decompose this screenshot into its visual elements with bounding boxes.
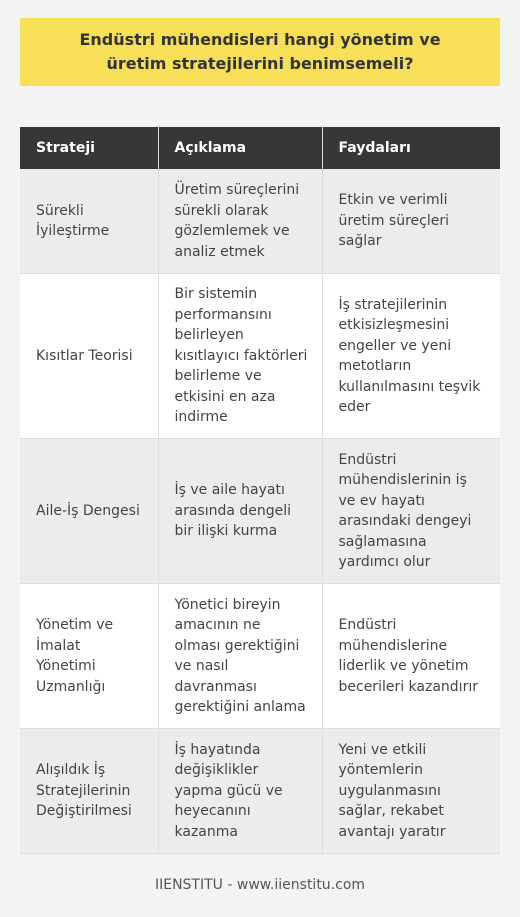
description-cell: İş hayatında değişiklikler yapma gücü ve heyecanını kazanma <box>158 729 322 854</box>
strategy-cell: Aile-İş Dengesi <box>20 439 158 584</box>
table-header-row <box>20 127 500 169</box>
page-title: Endüstri mühendisleri hangi yönetim ve üretim stratejilerini benimsemeli? <box>79 30 441 73</box>
benefits-cell: Yeni ve etkili yöntemlerin uygulanmasını sağlar, rekabet avantajı yaratır <box>322 729 500 854</box>
title-banner <box>20 18 500 86</box>
description-cell: İş ve aile hayatı arasında dengeli bir ilişki kurma <box>158 439 322 584</box>
benefits-cell: İş stratejilerinin etkisizleşmesini engeller ve yeni metotların kullanılmasını teşvik eder <box>322 274 500 439</box>
table-row <box>20 584 500 729</box>
table-row <box>20 729 500 854</box>
header-description: Açıklama <box>158 127 322 169</box>
header-benefits: Faydaları <box>322 127 500 169</box>
table-row <box>20 274 500 439</box>
description-cell: Bir sistemin performansını belirleyen kısıtlayıcı faktörleri belirleme ve etkisini en aza indirme <box>158 274 322 439</box>
strategy-table <box>20 127 500 854</box>
description-cell: Üretim süreçlerini sürekli olarak gözlemlemek ve analiz etmek <box>158 169 322 274</box>
table-row <box>20 439 500 584</box>
benefits-cell: Endüstri mühendislerine liderlik ve yönetim becerileri kazandırır <box>322 584 500 729</box>
description-cell: Yönetici bireyin amacının ne olması gerektiğini ve nasıl davranması gerektiğini anlama <box>158 584 322 729</box>
strategy-cell: Kısıtlar Teorisi <box>20 274 158 439</box>
footer-credit: IIENSTITU - www.iienstitu.com <box>154 877 366 893</box>
strategy-cell: Sürekli İyileştirme <box>20 169 158 274</box>
strategy-cell: Alışıldık İş Stratejilerinin Değiştirilmesi <box>20 729 158 854</box>
header-strategy: Strateji <box>20 127 158 169</box>
table-row <box>20 169 500 274</box>
strategy-cell: Yönetim ve İmalat Yönetimi Uzmanlığı <box>20 584 158 729</box>
benefits-cell: Etkin ve verimli üretim süreçleri sağlar <box>322 169 500 274</box>
benefits-cell: Endüstri mühendislerinin iş ve ev hayatı arasındaki dengeyi sağlamasına yardımcı olur <box>322 439 500 584</box>
